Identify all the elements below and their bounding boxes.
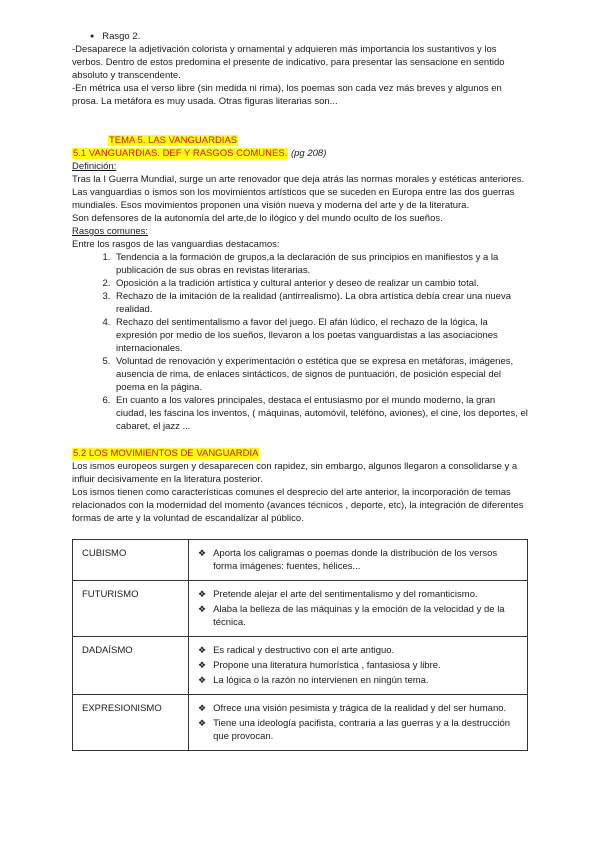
table-point <box>198 603 518 629</box>
table-point-text: Aporta los caligramas o poemas donde la distribución de los versos forma imágenes: fuentes, hélices... <box>213 548 498 572</box>
table-points-cell <box>189 637 528 695</box>
section2-heading <box>72 447 528 460</box>
bullet-icon: ● <box>90 33 95 40</box>
table-term-futurismo: FUTURISMO <box>73 581 189 637</box>
diamond-bullet-icon: ❖ <box>198 718 207 728</box>
table-point <box>198 547 518 573</box>
table-row <box>73 637 528 695</box>
section1-page-ref: (pg 208) <box>290 148 327 159</box>
rasgos-list-item: 2. Oposición a la tradición artística y cultural anterior y deseo de realizar un cambio total. <box>113 277 528 290</box>
section1-paragraph: Son defensores de la autonomía del arte,de lo ilógico y del mundo oculto de los sueños. <box>72 213 443 224</box>
top-bullet-item <box>72 30 528 43</box>
table-point-text: Pretende alejar el arte del sentimentalismo y del romanticismo. <box>213 589 478 600</box>
table-point <box>198 659 518 672</box>
table-point-text: Alaba la belleza de las máquinas y la emoción de la velocidad y de la técnica. <box>213 604 505 628</box>
intro-paragraph: -Desaparece la adjetivación colorista y ornamental y adquieren más importancia los sustantivos y los verbos. Dentro de estos predomina el presente de indicativo, para presentar las sensacione en sentido absoluto y transcendente. <box>72 44 505 81</box>
vanguardias-table <box>72 539 528 751</box>
definicion-label <box>72 160 528 173</box>
table-point-text: La lógica o la razón no intervienen en ningún tema. <box>213 675 429 686</box>
table-point-text: Ofrece una visión pesimista y trágica de la realidad y del ser humano. <box>213 703 507 714</box>
rasgos-intro: Entre los rasgos de las vanguardias destacamos: <box>72 239 280 250</box>
table-row <box>73 540 528 581</box>
diamond-bullet-icon: ❖ <box>198 548 207 558</box>
section2-heading-text: 5.2 LOS MOVIMIENTOS DE VANGUARDIA <box>73 448 259 459</box>
table-row <box>73 581 528 637</box>
section1-paragraph: Las vanguardias o ismos son los movimientos artísticos que se suceden en Europa entre las dos guerras mundiales. Esos movimientos proponen una visión nueva y moderna del arte y de la literatura. <box>72 187 515 211</box>
table-row <box>73 695 528 751</box>
section2-paragraph: Los ismos tienen como características comunes el desprecio del arte anterior, la incorporación de temas relacionados con la modernidad del momento (avances técnicos , deporte, etc), la integración de diferentes formas de arte y la voluntad de escandalizar al público. <box>72 487 524 524</box>
rasgos-list-item: 4. Rechazo del sentimentalismo a favor del juego. El afán lúdico, el rechazo de la lógica, la expresión por medio de los sueños, llevaron a los poetas vanguardistas a las asociaciones internacionales. <box>113 316 528 355</box>
table-point <box>198 644 518 657</box>
tema-heading-text: TEMA 5. LAS VANGUARDIAS <box>109 135 238 146</box>
definicion-label-text: Definición: <box>72 161 117 172</box>
rasgos-list-item: 1. Tendencia a la formación de grupos,a la declaración de sus principios en manifiestos y a la publicación de sus obras en revistas literarias. <box>113 251 528 277</box>
rasgos-label-text: Rasgos comunes: <box>72 226 149 237</box>
table-point <box>198 674 518 687</box>
intro-paragraph: -En métrica usa el verso libre (sin medida ni rima), los poemas son cada vez más breves y algunos en prosa. La metáfora es muy usada. Otras figuras literarias son... <box>72 83 502 107</box>
table-term-dadaismo: DADAÍSMO <box>73 637 189 695</box>
rasgos-list-item: 5. Voluntad de renovación y experimentación o estética que se expresa en metáforas, imágenes, ausencia de rima, de enlaces sintácticos, de signos de puntuación, de posición especial del poema en la página. <box>113 355 528 394</box>
diamond-bullet-icon: ❖ <box>198 645 207 655</box>
table-point <box>198 588 518 601</box>
table-term-cubismo: CUBISMO <box>73 540 189 581</box>
section2-paragraph: Los ismos europeos surgen y desaparecen con rapidez, sin embargo, algunos llegaron a consolidarse y a influir decisivamente en la literatura posterior. <box>72 461 518 485</box>
table-term-expresionismo: EXPRESIONISMO <box>73 695 189 751</box>
table-point <box>198 702 518 715</box>
diamond-bullet-icon: ❖ <box>198 675 207 685</box>
table-point <box>198 717 518 743</box>
section1-heading-text: 5.1 VANGUARDIAS. DEF Y RASGOS COMUNES. <box>73 148 288 159</box>
rasgos-list-item: 3. Rechazo de la imitación de la realidad (antirrealismo). La obra artística debía crear una nueva realidad. <box>113 290 528 316</box>
table-point-text: Es radical y destructivo con el arte antiguo. <box>213 645 395 656</box>
diamond-bullet-icon: ❖ <box>198 604 207 614</box>
table-points-cell <box>189 695 528 751</box>
rasgos-label <box>72 225 528 238</box>
table-point-text: Propone una literatura humorística , fantasiosa y libre. <box>213 660 441 671</box>
table-points-cell <box>189 540 528 581</box>
rasgos-list <box>72 251 528 433</box>
diamond-bullet-icon: ❖ <box>198 660 207 670</box>
table-points-cell <box>189 581 528 637</box>
table-point-text: Tiene una ideología pacifista, contraria a las guerras y a la destrucción que provocan. <box>213 718 511 742</box>
top-bullet-text: Rasgo 2. <box>102 31 141 42</box>
section1-heading <box>72 147 528 160</box>
diamond-bullet-icon: ❖ <box>198 589 207 599</box>
diamond-bullet-icon: ❖ <box>198 703 207 713</box>
rasgos-list-item: 6. En cuanto a los valores principales, destaca el entusiasmo por el mundo moderno, la gran ciudad, les fascina los inventos, ( máquinas, automóvil, teléfóno, aviones), el cine, los deportes, el cabaret, el jazz ... <box>113 394 528 433</box>
tema-heading <box>72 134 528 147</box>
section1-paragraph: Tras la I Guerra Mundial, surge un arte renovador que deja atrás las normas morales y estéticas anteriores. <box>72 174 525 185</box>
